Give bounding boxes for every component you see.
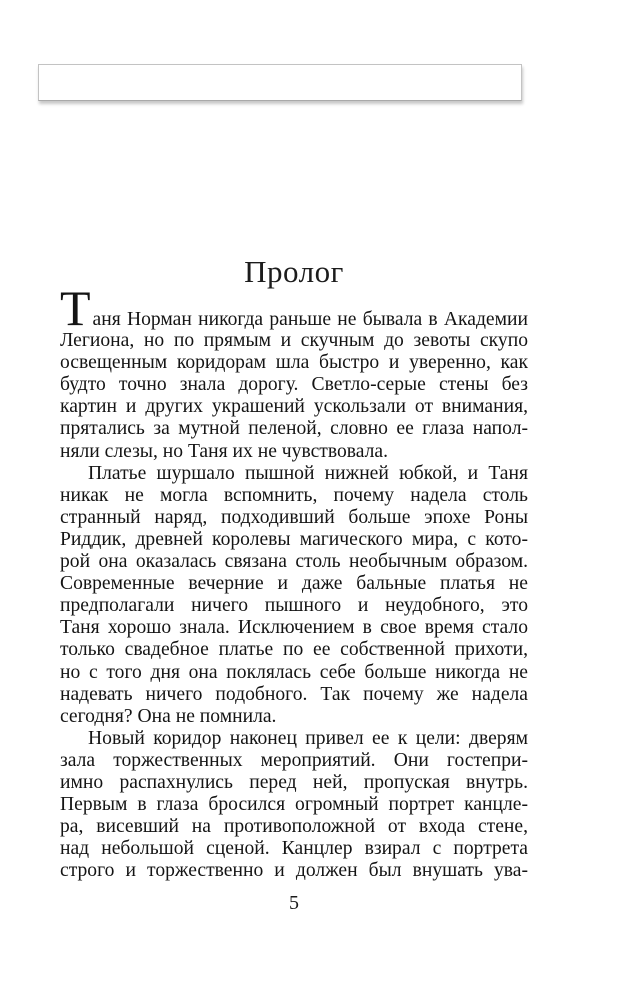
book-page bbox=[60, 0, 528, 915]
text-line: никак не могла вспомнить, почему надела столь bbox=[60, 484, 528, 506]
text-line: будто точно знала дорогу. Светло-серые стены без bbox=[60, 374, 528, 396]
text-line: надевать ничего подобного. Так почему же надела bbox=[60, 683, 528, 705]
text-line: имно распахнулись перед ней, пропуская внутрь. bbox=[60, 771, 528, 793]
text-line: рой она оказалась связана столь необычным образом. bbox=[60, 551, 528, 573]
text-line: предполагали ничего пышного и неудобного, это bbox=[60, 595, 528, 617]
text-line: Платье шуршало пышной нижней юбкой, и Таня bbox=[88, 462, 528, 484]
text-line: над небольшой сценой. Канцлер взирал с портрета bbox=[60, 838, 528, 860]
text-line: Риддик, древней королевы магического мира, с кото- bbox=[60, 528, 528, 550]
text-line: ра, висевший на противоположной от входа стене, bbox=[60, 816, 528, 838]
text-line: но с того дня она поклялась себе больше никогда не bbox=[60, 661, 528, 683]
text-line: сегодня? Она не помнила. bbox=[60, 705, 277, 727]
text-line: только свадебное платье по ее собственной прихоти, bbox=[60, 639, 528, 661]
text-line: строго и торжественно и должен был внушать ува- bbox=[60, 860, 528, 882]
text-line: няли слезы, но Таня их не чувствовала. bbox=[60, 440, 388, 462]
text-line: Таня хорошо знала. Исключением в свое время стало bbox=[60, 617, 528, 639]
text-line: прятались за мутной пеленой, словно ее глаза напол- bbox=[60, 418, 528, 440]
text-line: зала торжественных мероприятий. Они гостепри- bbox=[60, 749, 528, 771]
text-line: Таня Норман никогда раньше не бывала в Академии bbox=[60, 280, 528, 336]
text-line: Новый коридор наконец привел ее к цели: дверям bbox=[88, 727, 528, 749]
text-line: странный наряд, подходивший больше эпохе Роны bbox=[60, 506, 528, 528]
paragraph-initial-letter: Т bbox=[60, 280, 91, 336]
text-line: Легиона, но по прямым и скучным до зевоты скупо bbox=[60, 330, 528, 352]
page-text bbox=[60, 280, 528, 882]
text-line: Современные вечерние и даже бальные платья не bbox=[60, 573, 528, 595]
text-line: Первым в глаза бросился огромный портрет канцле- bbox=[60, 794, 528, 816]
text-line: картин и других украшений ускользали от внимания, bbox=[60, 396, 528, 418]
chapter-title: Пролог bbox=[244, 254, 344, 289]
text-line: освещенным коридорам шла быстро и уверенно, как bbox=[60, 352, 528, 374]
page-number: 5 bbox=[289, 892, 299, 915]
